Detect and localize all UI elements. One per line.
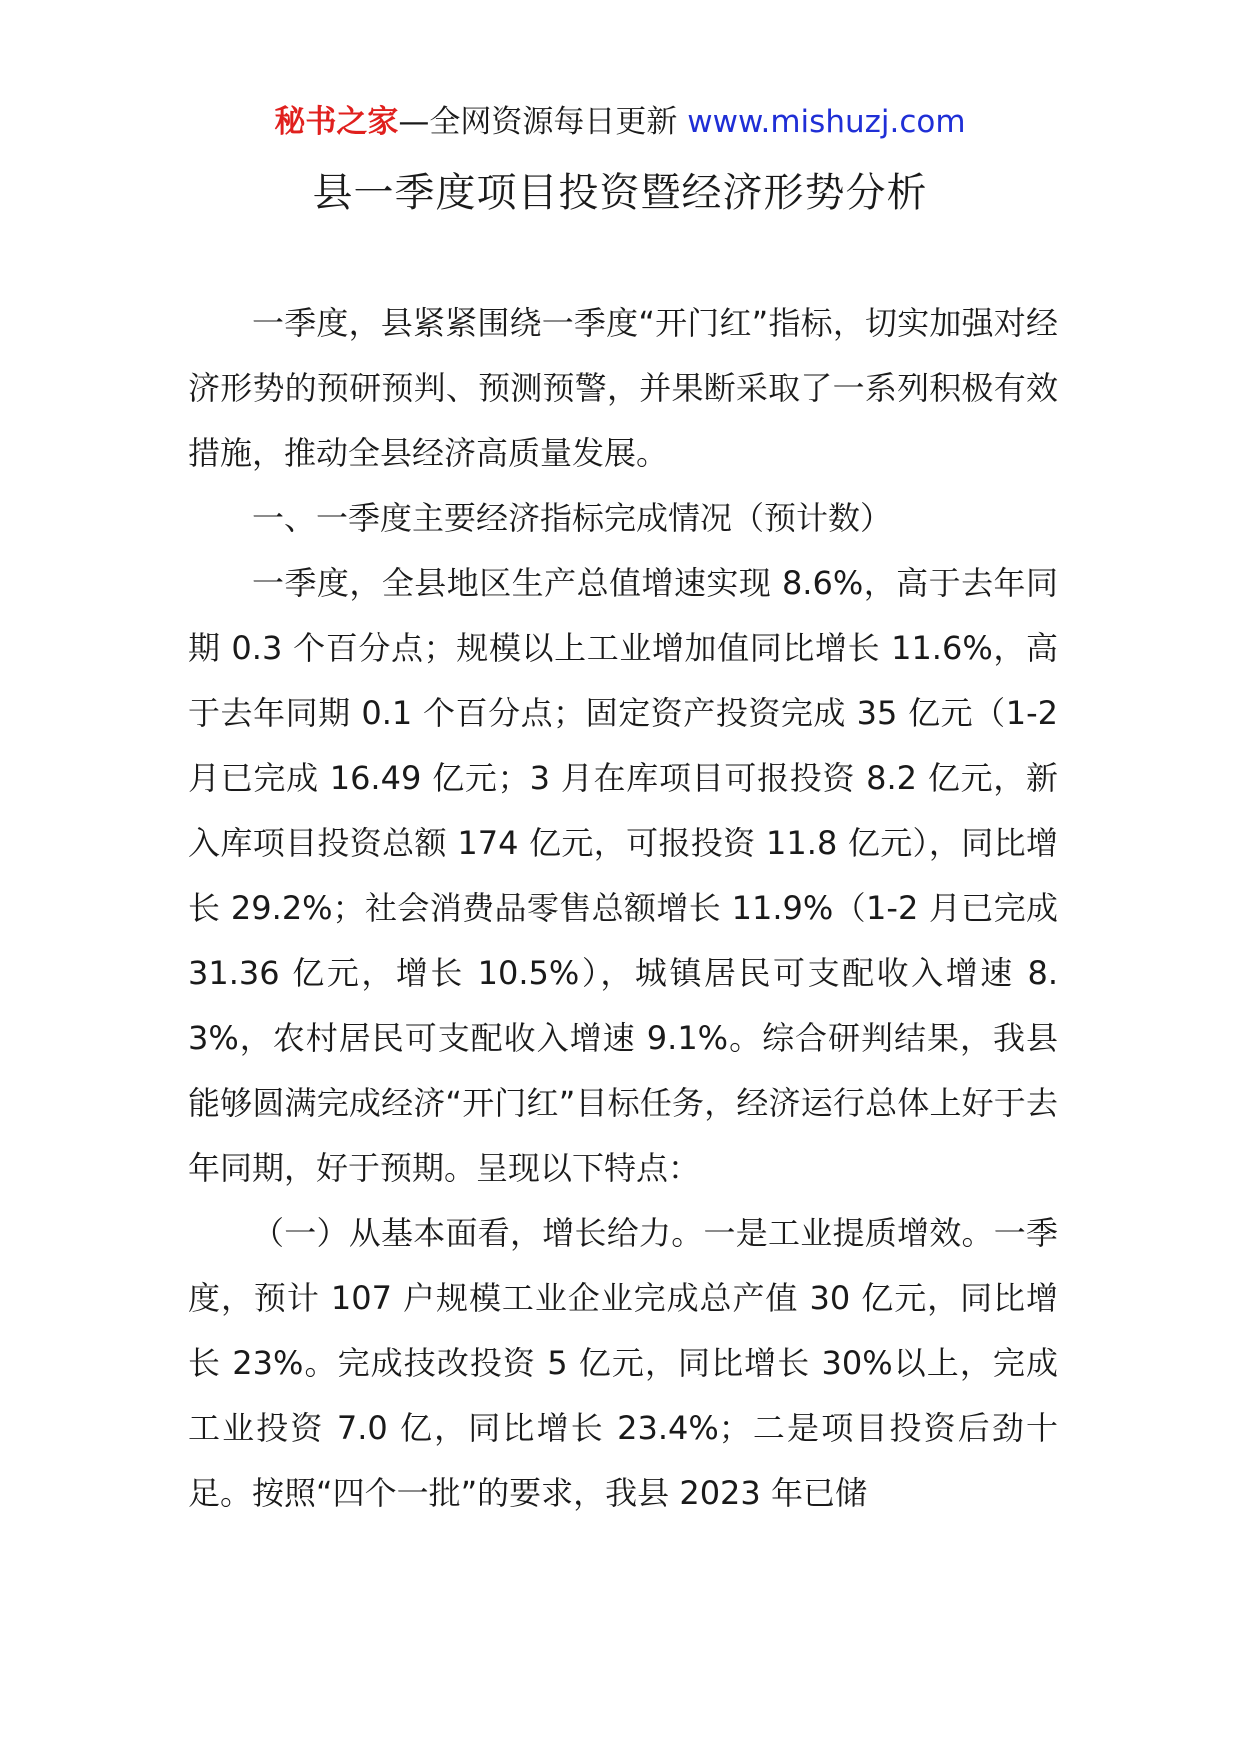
paragraph-fundamentals: （一）从基本面看，增长给力。一是工业提质增效。一季度，预计 107 户规模工业企业完成总产值 30 亿元，同比增长 23%。完成技改投资 5 亿元，同比增长 30%以上，完成工业投资 7.0 亿，同比增长 23.4%；二是项目投资后劲十足。按照“四个一批”的要求，我县 2023 年已储 xyxy=(188,1214,1058,1512)
document-body xyxy=(188,291,1058,1526)
paragraph-intro: 一季度，县紧紧围绕一季度“开门红”指标，切实加强对经济形势的预研预判、预测预警，并果断采取了一系列积极有效措施，推动全县经济高质量发展。 xyxy=(188,304,1058,472)
site-url-link[interactable]: www.mishuzj.com xyxy=(687,104,966,140)
document-title: 县一季度项目投资暨经济形势分析 xyxy=(312,170,928,216)
section-heading-1: 一、一季度主要经济指标完成情况（预计数） xyxy=(252,499,893,537)
paragraph-indicators: 一季度，全县地区生产总值增速实现 8.6%，高于去年同期 0.3 个百分点；规模以上工业增加值同比增长 11.6%，高于去年同期 0.1 个百分点；固定资产投资完成 35 亿元（1-2 月已完成 16.49 亿元；3 月在库项目可报投资 8.2 亿元，新入库项目投资总额 174 亿元，可报投资 11.8 亿元），同比增长 29.2%；社会消费品零售总额增长 11.9%（1-2 月已完成 31.36 亿元，增长 10.5%），城镇居民可支配收入增速 8.3%，农村居民可支配收入增速 9.1%。综合研判结果，我县能够圆满完成经济“开门红”目标任务，经济运行总体上好于去年同期，好于预期。呈现以下特点： xyxy=(188,564,1058,1187)
brand-name: 秘书之家 xyxy=(274,104,399,140)
header-slogan: —全网资源每日更新 xyxy=(398,104,678,140)
site-header xyxy=(0,100,1240,144)
